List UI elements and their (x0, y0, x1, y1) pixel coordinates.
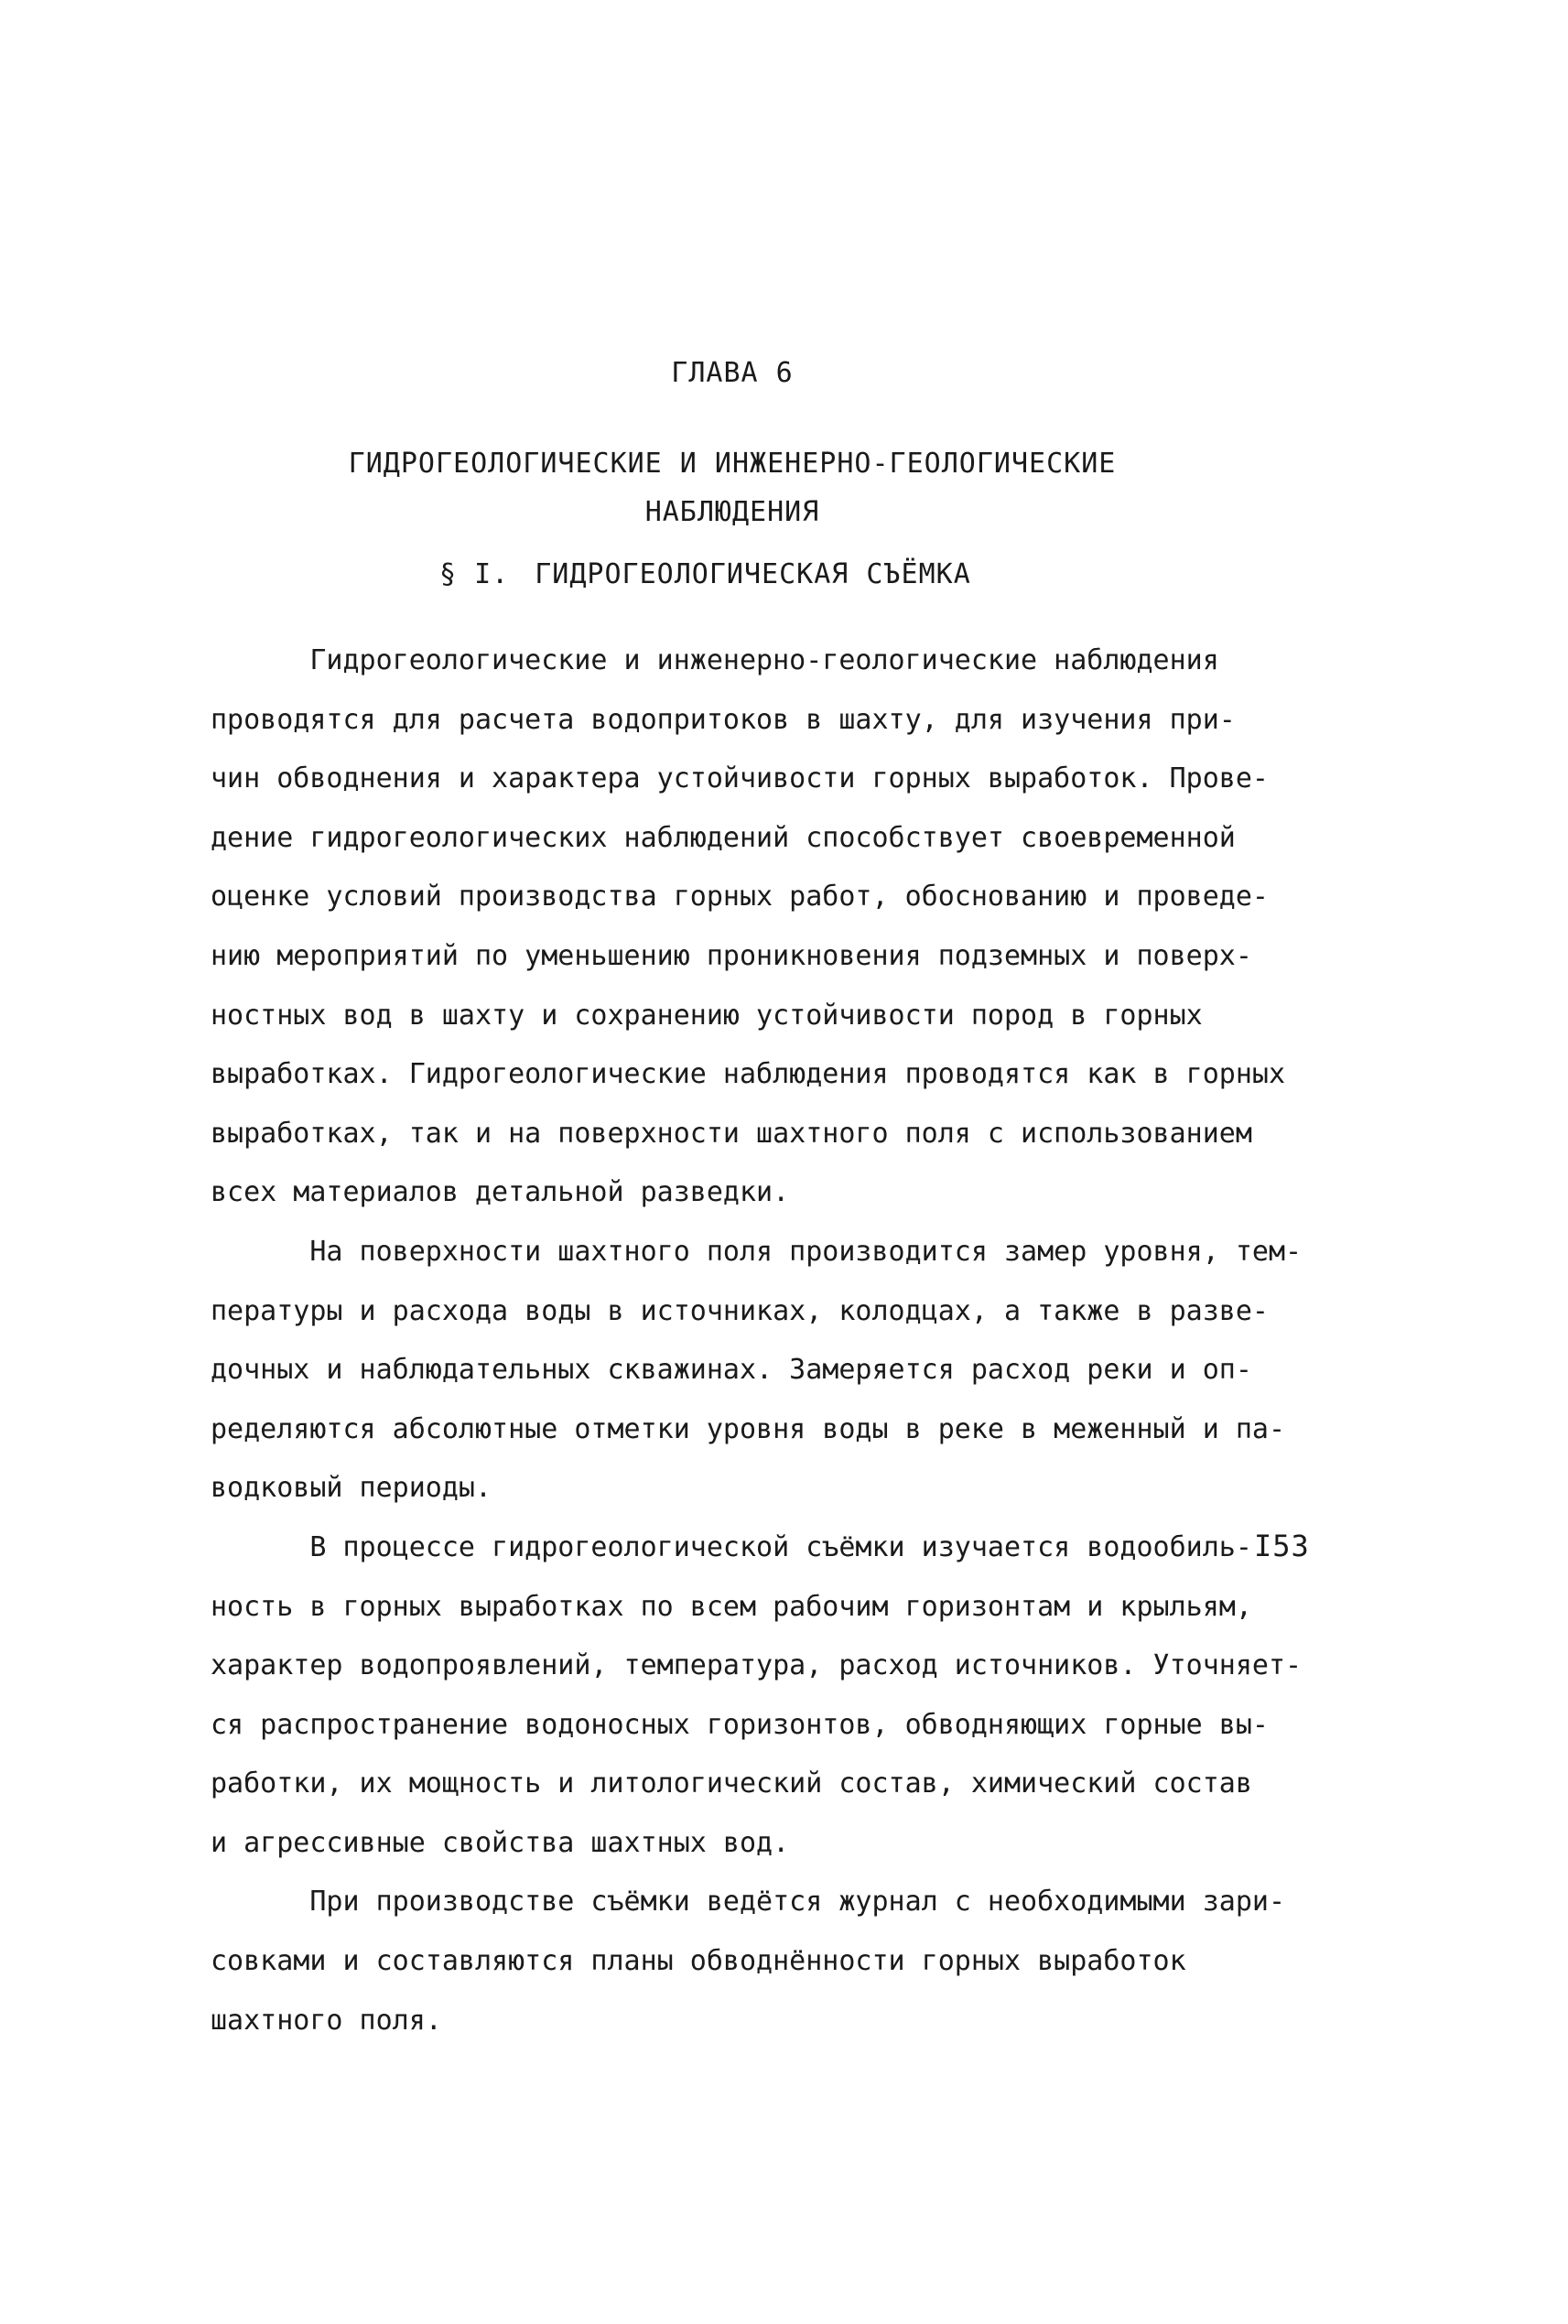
text-line: характер водопроявлений, температура, расход источников. Уточняет- (211, 1649, 1303, 1682)
paragraph (211, 1873, 1382, 2050)
text-line: ностных вод в шахту и сохранению устойчивости пород в горных (211, 999, 1203, 1032)
page-number: I53 (1254, 1529, 1310, 1563)
section-title: ГИДРОГЕОЛОГИЧЕСКАЯ СЪЁМКА (535, 558, 971, 590)
text-line: выработках, так и на поверхности шахтного поля с использованием (211, 1117, 1252, 1150)
text-line: совками и составляются планы обводнённости горных выработок (211, 1945, 1186, 1978)
text-line: выработках. Гидрогеологические наблюдения проводятся как в горных (211, 1058, 1285, 1091)
text-line: На поверхности шахтного поля производится замер уровня, тем- (211, 1235, 1303, 1268)
text-line: работки, их мощность и литологический состав, химический состав (211, 1767, 1252, 1800)
text-line: нию мероприятий по уменьшению проникновения подземных и поверх- (211, 939, 1252, 972)
text-line: и агрессивные свойства шахтных вод. (211, 1826, 790, 1859)
section-number: § I. (439, 558, 510, 590)
text-line: ся распространение водоносных горизонтов, обводняющих горные вы- (211, 1708, 1269, 1741)
text-line: шахтного поля. (211, 2004, 442, 2037)
text-line: ность в горных выработках по всем рабочим горизонтам и крыльям, (211, 1590, 1252, 1623)
paragraph (211, 1519, 1382, 1874)
text-line: проводятся для расчета водопритоков в шахту, для изучения при- (211, 703, 1236, 736)
section-heading (439, 558, 971, 590)
text-line: водковый периоды. (211, 1472, 492, 1505)
body-text (211, 632, 1382, 2050)
text-line: пературы и расхода воды в источниках, колодцах, а также в разве- (211, 1294, 1269, 1327)
text-line: Гидрогеологические и инженерно-геологические наблюдения (211, 644, 1219, 676)
text-line: оценке условий производства горных работ, обоснованию и проведе- (211, 881, 1269, 913)
text-line: дочных и наблюдательных скважинах. Замеряется расход реки и оп- (211, 1354, 1252, 1387)
chapter-title-line: НАБЛЮДЕНИЯ (644, 496, 820, 528)
paragraph (211, 1223, 1382, 1519)
text-line: При производстве съёмки ведётся журнал с необходимыми зари- (211, 1886, 1285, 1919)
chapter-heading: ГЛАВА 6 (671, 357, 794, 389)
paragraph (211, 632, 1382, 1223)
chapter-title-line: ГИДРОГЕОЛОГИЧЕСКИЕ И ИНЖЕНЕРНО-ГЕОЛОГИЧЕСКИЕ (348, 448, 1117, 480)
text-line: всех материалов детальной разведки. (211, 1176, 790, 1209)
text-line: дение гидрогеологических наблюдений способствует своевременной (211, 821, 1236, 854)
text-line: ределяются абсолютные отметки уровня воды в реке в меженный и па- (211, 1412, 1285, 1445)
text-line: В процессе гидрогеологической съёмки изучается водообиль- (211, 1530, 1252, 1563)
chapter-title (0, 439, 1465, 536)
text-line: чин обводнения и характера устойчивости горных выработок. Прове- (211, 762, 1269, 795)
